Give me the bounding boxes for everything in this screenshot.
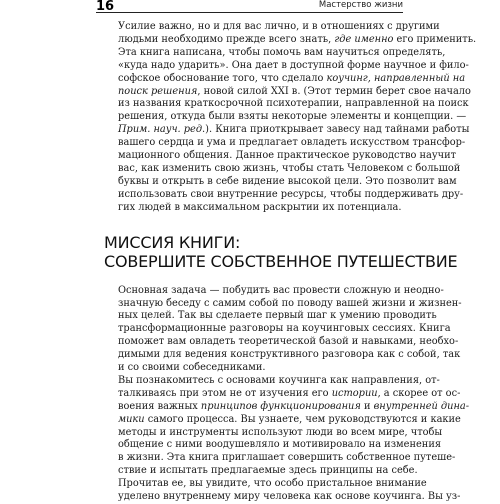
text-line: Прочитав ее, вы увидите, что особо пристальное внимание [118, 478, 427, 490]
emphasis: внутренней дина- [373, 400, 470, 412]
text-line: Усилие важно, но и для вас лично, и в отношениях с другими [118, 21, 440, 32]
bottom-paragraphs [104, 284, 470, 504]
text-line: мационного общения. Данное практическое руководство научит [118, 150, 457, 162]
text-line: поможет вам овладеть теоретической базой и навыками, необхо- [118, 336, 459, 348]
section-heading-line-2: СОВЕРШИТЕ СОБСТВЕННОЕ ПУТЕШЕСТВИЕ [104, 251, 458, 271]
text-line: решения, откуда были взяты некоторые элементы и концепции. — [118, 111, 467, 123]
emphasis: поиск решения [118, 85, 198, 97]
page-number: 16 [96, 0, 115, 14]
text-line: гих людей в максимальном раскрытии их потенциала. [118, 201, 402, 213]
text-line: вас, как изменить свою жизнь, чтобы стать Человеком с большой [118, 162, 461, 174]
text-line: Прим. науч. ред.). Книга приоткрывает завесу над тайнами работы [118, 124, 470, 136]
text-line: трансформационные разговоры на коучинговых сессиях. Книга [118, 323, 451, 335]
text-line: Вы познакомитесь с основами коучинга как направления, от- [118, 374, 440, 386]
paragraph [104, 374, 470, 478]
text-line: вашего сердца и ума и предлагает овладеть искусством трансфор- [118, 137, 466, 149]
running-title: Мастерство жизни [318, 0, 403, 10]
text-line: «куда надо ударить». Она дает в доступной форме научное и фило- [118, 59, 469, 71]
emphasis: принципов функционирования [200, 400, 361, 412]
text-line: димыми для ведения конструктивного разговора как с собой, так [118, 349, 461, 361]
top-paragraphs [104, 21, 477, 215]
text-line: и со своими собеседниками. [118, 362, 266, 374]
text-line: мики самого процесса. Вы узнаете, чем руководствуются и какие [118, 413, 461, 425]
paragraph [104, 478, 461, 504]
text-line: буквы и открыть в себе видение высокой цели. Это позволит вам [118, 175, 457, 187]
text-line: уделено внутреннему миру человека как основе коучинга. Вы уз- [118, 491, 461, 503]
text-line: талкиваясь при этом не от изучения его истории, а скорее от ос- [118, 387, 461, 399]
emphasis: коучинг, направленный на [326, 72, 466, 84]
section-heading-line-1: МИССИЯ КНИГИ: [104, 232, 241, 252]
section-heading [104, 232, 458, 271]
header-rule [96, 12, 403, 13]
paragraph [104, 284, 462, 375]
text-line: воения важных принципов функционирования и внутренней дина- [118, 400, 470, 412]
page-body [104, 21, 477, 504]
text-line: ных целей. Так вы сделаете первый шаг к умению проводить [118, 310, 437, 322]
text-line: Эта книга написана, чтобы помочь вам научиться определять, [118, 46, 446, 58]
paragraph [104, 46, 471, 215]
emphasis: истории [331, 387, 378, 399]
text-line: в жизни. Эта книга приглашает совершить собственное путеше- [118, 452, 456, 464]
text-line: из названия краткосрочной психотерапии, направленной на поиск [118, 98, 469, 110]
text-line: поиск решения, новой силой XXI в. (Этот термин берет свое начало [118, 85, 471, 97]
emphasis: Прим. науч. ред. [118, 124, 206, 136]
emphasis: где именно [334, 33, 394, 45]
text-line: использовать свои внутренние ресурсы, чтобы поддерживать дру- [118, 188, 464, 200]
text-line: людьми необходимо прежде всего знать, где именно его применить. [118, 33, 477, 45]
text-line: софское обоснование того, что сделало коучинг, направленный на [118, 72, 466, 84]
emphasis: мики [118, 413, 145, 425]
text-line: ствие и испытать предлагаемые здесь принципы на себе. [118, 465, 418, 477]
text-line: значную беседу с самим собой по поводу вашей жизни и жизнен- [118, 297, 462, 309]
text-line: методы и инструменты используют люди во всем мире, чтобы [118, 426, 443, 438]
paragraph [104, 21, 477, 47]
text-line: Основная задача — побудить вас провести сложную и неодно- [118, 284, 444, 296]
text-line: общение с ними воодушевляло и мотивировало на изменения [118, 439, 442, 451]
